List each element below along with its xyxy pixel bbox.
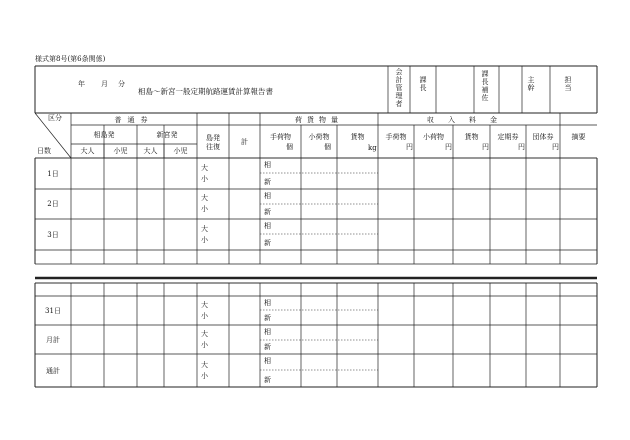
revenue-header: 収入料金 <box>427 116 511 124</box>
hand-cargo-yen-header: 手荷物 <box>385 133 407 141</box>
form-number-label: 様式第8号(第6条関係) <box>35 55 106 63</box>
kubun-label: 区分 <box>48 114 62 122</box>
row-label: 3日 <box>47 230 59 239</box>
small-cargo-yen-header: 小荷物 <box>423 133 444 141</box>
ainoshima-sub-label: 相 <box>264 161 271 169</box>
days-label: 日数 <box>37 147 51 155</box>
shingu-sub-label: 新 <box>264 343 271 351</box>
unit-kg: kg <box>368 144 377 152</box>
form-title: 相島～新宮一般定期航路運賃計算報告書 <box>138 87 273 96</box>
unit-yen: 円 <box>552 143 559 151</box>
child-header: 小児 <box>173 147 188 155</box>
large-label: 大 <box>201 360 208 369</box>
small-label: 小 <box>201 340 208 349</box>
child-header: 小児 <box>113 147 128 155</box>
from-ainoshima-header: 相島発 <box>93 131 115 139</box>
unit-yen: 円 <box>445 143 452 151</box>
small-label: 小 <box>201 174 208 183</box>
large-label: 大 <box>201 329 208 338</box>
approval-accounting-manager: 会計管理者 <box>395 68 403 108</box>
small-label: 小 <box>201 311 208 320</box>
row-label: 31日 <box>45 306 61 315</box>
hand-cargo-header: 手荷物 <box>270 133 291 141</box>
unit-yen: 円 <box>518 143 525 151</box>
shingu-sub-label: 新 <box>264 178 271 186</box>
ainoshima-sub-label: 相 <box>264 299 271 307</box>
ainoshima-sub-label: 相 <box>264 357 271 365</box>
large-label: 大 <box>201 194 208 202</box>
large-label: 大 <box>201 163 208 172</box>
approval-section-chief: 課長 <box>419 76 427 92</box>
row-label: 月計 <box>46 335 60 344</box>
group-header: 団体券 <box>532 133 554 141</box>
ainoshima-sub-label: 相 <box>264 192 271 200</box>
ainoshima-sub-label: 相 <box>264 222 271 230</box>
island-dep-header: 島発 <box>206 134 220 142</box>
unit-piece: 個 <box>324 143 331 151</box>
from-shingu-header: 新宮発 <box>156 131 178 139</box>
approval-director: 主幹 <box>527 76 535 92</box>
unit-yen: 円 <box>482 143 489 151</box>
unit-yen: 円 <box>406 143 413 151</box>
cargo-header: 貨物 <box>350 133 365 141</box>
large-label: 大 <box>201 300 208 309</box>
row-label: 通計 <box>46 366 60 375</box>
adult-header: 大人 <box>80 147 95 155</box>
small-label: 小 <box>201 205 208 213</box>
row-label: 1日 <box>47 169 59 178</box>
date-month-label: 月 <box>101 80 108 88</box>
commuter-header: 定期券 <box>497 133 519 141</box>
cargo-yen-header: 貨物 <box>464 133 479 141</box>
shingu-sub-label: 新 <box>264 239 271 247</box>
small-cargo-header: 小荷物 <box>308 133 330 141</box>
regular-ticket-header: 普通券 <box>114 116 154 124</box>
approval-assistant-chief: 課長補佐 <box>481 70 489 102</box>
small-label: 小 <box>201 371 208 380</box>
round-trip-header: 往復 <box>206 143 220 151</box>
small-label: 小 <box>201 235 208 244</box>
approval-staff: 担当 <box>564 76 572 92</box>
shingu-sub-label: 新 <box>264 314 271 322</box>
shingu-sub-label: 新 <box>264 208 271 216</box>
remarks-header: 摘要 <box>571 133 586 141</box>
row-label: 2日 <box>47 200 59 208</box>
total-header: 計 <box>241 138 248 146</box>
date-period-label: 分 <box>118 80 125 88</box>
ainoshima-sub-label: 相 <box>264 328 271 336</box>
shingu-sub-label: 新 <box>264 376 271 384</box>
large-label: 大 <box>201 224 208 233</box>
date-year-label: 年 <box>78 80 85 88</box>
adult-header: 大人 <box>143 147 158 155</box>
cargo-qty-header: 荷貨物量 <box>295 116 343 124</box>
unit-piece: 個 <box>286 143 293 151</box>
